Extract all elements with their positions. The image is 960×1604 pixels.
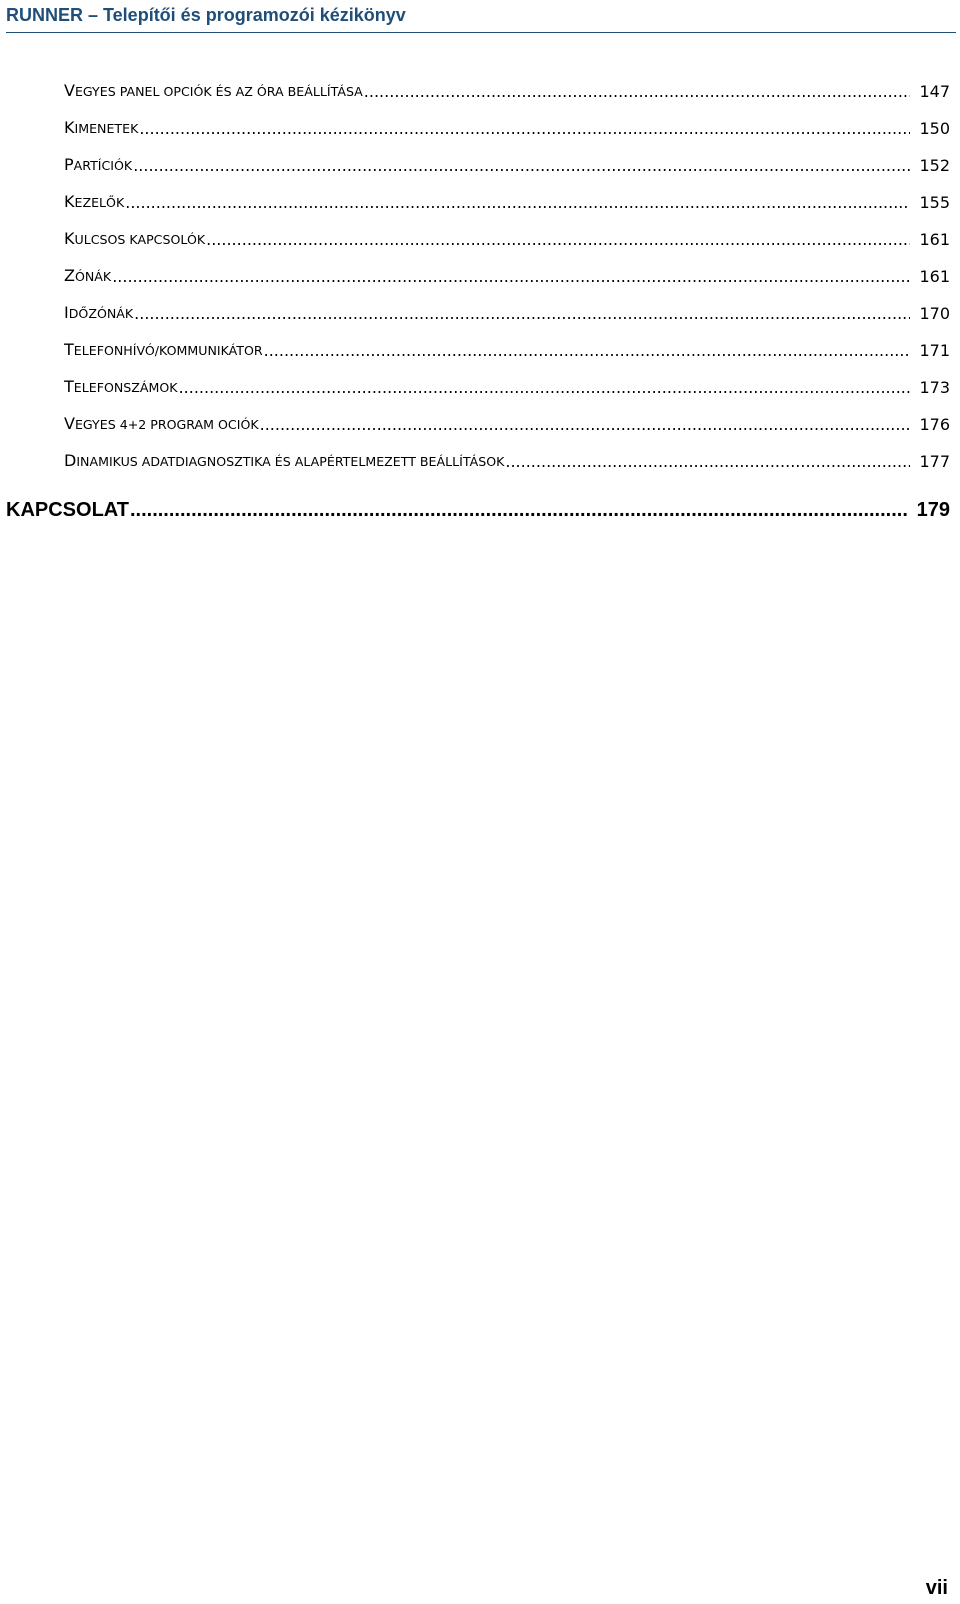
- toc-entry-title: VEGYES 4+2 PROGRAM OCIÓK: [64, 414, 259, 433]
- toc-entry-title: PARTÍCIÓK: [64, 155, 133, 174]
- toc-entry-title: KIMENETEK: [64, 118, 139, 137]
- toc-entry-vegyes-panel[interactable]: [64, 78, 950, 102]
- dot-leader: [179, 378, 910, 398]
- dot-leader: [364, 82, 910, 102]
- dot-leader: [130, 498, 908, 522]
- toc-page-number: 173: [919, 378, 950, 397]
- toc-entry-zonak[interactable]: [64, 263, 950, 287]
- toc-page-number: 161: [919, 230, 950, 249]
- dot-leader: [206, 230, 910, 250]
- toc-entry-particiok[interactable]: [64, 152, 950, 176]
- dot-leader: [139, 119, 910, 139]
- toc-page-number: 171: [919, 341, 950, 360]
- toc-entry-kezelok[interactable]: [64, 189, 950, 213]
- page-number: vii: [925, 1577, 948, 1599]
- toc-entry-telefonszamok[interactable]: [64, 374, 950, 398]
- toc-entry-kimenetek[interactable]: [64, 115, 950, 139]
- toc-entry-kulcsos-kapcsolok[interactable]: [64, 226, 950, 250]
- dot-leader: [264, 341, 910, 361]
- running-header: [6, 2, 956, 33]
- toc-entry-title: DINAMIKUS ADATDIAGNOSZTIKA ÉS ALAPÉRTELMEZETT BEÁLLÍTÁSOK: [64, 451, 505, 470]
- toc-page-number: 152: [919, 156, 950, 175]
- dot-leader: [260, 415, 910, 435]
- toc-page-number: 147: [919, 82, 950, 101]
- toc-page-number: 177: [919, 452, 950, 471]
- toc-entry-title: ZÓNÁK: [64, 266, 112, 285]
- toc-page-number: 170: [919, 304, 950, 323]
- toc-page-number: 155: [919, 193, 950, 212]
- toc-entry-title: TELEFONHÍVÓ/KOMMUNIKÁTOR: [64, 340, 263, 359]
- dot-leader: [133, 156, 910, 176]
- toc-entry-vegyes-program[interactable]: [64, 411, 950, 435]
- toc-entry-title: TELEFONSZÁMOK: [64, 377, 178, 396]
- toc-entry-title: KAPCSOLAT: [6, 499, 129, 521]
- header-title: RUNNER – Telepítői és programozói kézikönyv: [6, 5, 406, 25]
- dot-leader: [134, 304, 910, 324]
- toc-entry-kapcsolat[interactable]: [6, 496, 950, 522]
- toc-entry-telefonhivo[interactable]: [64, 337, 950, 361]
- toc-entry-dinamikus-adatdiagnosztika[interactable]: [64, 448, 950, 472]
- toc-page-number: 176: [919, 415, 950, 434]
- toc-entry-title: KEZELŐK: [64, 192, 125, 211]
- dot-leader: [125, 193, 910, 213]
- dot-leader: [505, 452, 910, 472]
- toc-page-number: 150: [919, 119, 950, 138]
- toc-entry-title: KULCSOS KAPCSOLÓK: [64, 229, 206, 248]
- toc-page-number: 161: [919, 267, 950, 286]
- toc-entry-idozonak[interactable]: [64, 300, 950, 324]
- toc-entry-title: VEGYES PANEL OPCIÓK ÉS AZ ÓRA BEÁLLÍTÁSA: [64, 81, 363, 100]
- toc-entry-title: IDŐZÓNÁK: [64, 303, 134, 322]
- toc-page-number: 179: [916, 499, 950, 521]
- dot-leader: [112, 267, 910, 287]
